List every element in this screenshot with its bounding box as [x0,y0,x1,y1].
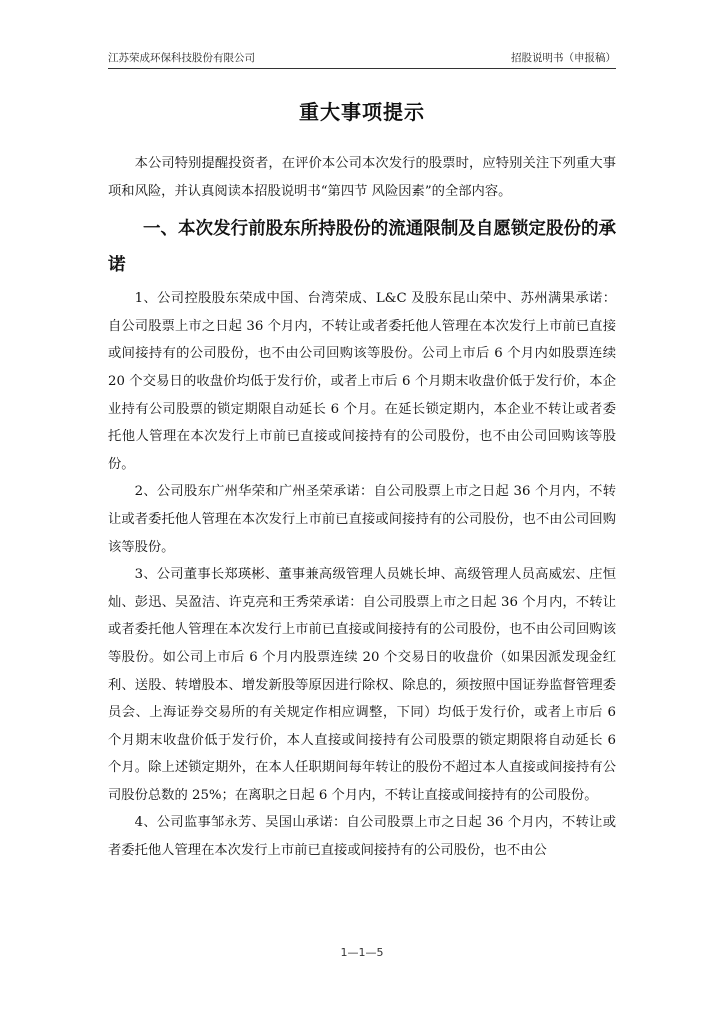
document-body [108,150,616,865]
page-header [108,50,616,69]
page-title: 重大事项提示 [299,100,425,124]
section-heading: 一、本次发行前股东所持股份的流通限制及自愿锁定股份的承诺 [108,219,616,276]
commitment-paragraph-1: 1、公司控股股东荣成中国、台湾荣成、L&C 及股东昆山荣中、苏州满果承诺：自公司股票上市之日起 36 个月内，不转让或者委托他人管理在本次发行上市前已直接或间接持有的公司股份，也不由公司回购该等股份。公司上市后 6 个月内如股票连续 20 个交易日的收盘价均低于发行价，或者上市后 6 个月期末收盘价低于发行价，本企业持有公司股票的锁定期限自动延长 6 个月。在延长锁定期内，本企业不转让或者委托他人管理在本次发行上市前已直接或间接持有的公司股份，也不由公司回购该等股份。 [108,291,616,472]
intro-paragraph: 本公司特别提醒投资者，在评价本公司本次发行的股票时，应特别关注下列重大事项和风险，并认真阅读本招股说明书“第四节 风险因素”的全部内容。 [108,156,616,199]
header-company-name: 江苏荣成环保科技股份有限公司 [108,52,255,64]
commitment-paragraph-3: 3、公司董事长郑瑛彬、董事兼高级管理人员姚长坤、高级管理人员高威宏、庄恒灿、彭迅、吴盈洁、许克亮和王秀荣承诺：自公司股票上市之日起 36 个月内，不转让或者委托他人管理在本次发行上市前已直接或间接持有的公司股份，也不由公司回购该等股份。如公司上市后 6 个月内股票连续 20 个交易日的收盘价（如果因派发现金红利、送股、转增股本、增发新股等原因进行除权、除息的，须按照中国证券监督管理委员会、上海证券交易所的有关规定作相应调整，下同）均低于发行价，或者上市后 6 个月期末收盘价低于发行价，本人直接或间接持有公司股票的锁定期限将自动延长 6 个月。除上述锁定期外，在本人任职期间每年转让的股份不超过本人直接或间接持有公司股份总数的 25%；在离职之日起 6 个月内，不转让直接或间接持有的公司股份。 [108,567,616,803]
page-number: 1—1—5 [340,946,384,959]
header-document-type: 招股说明书（申报稿） [511,52,616,64]
commitment-paragraph-4: 4、公司监事邹永芳、吴国山承诺：自公司股票上市之日起 36 个月内，不转让或者委托他人管理在本次发行上市前已直接或间接持有的公司股份，也不由公 [108,815,616,859]
commitment-paragraph-2: 2、公司股东广州华荣和广州圣荣承诺：自公司股票上市之日起 36 个月内，不转让或者委托他人管理在本次发行上市前已直接或间接持有的公司股份，也不由公司回购该等股份。 [108,484,616,555]
